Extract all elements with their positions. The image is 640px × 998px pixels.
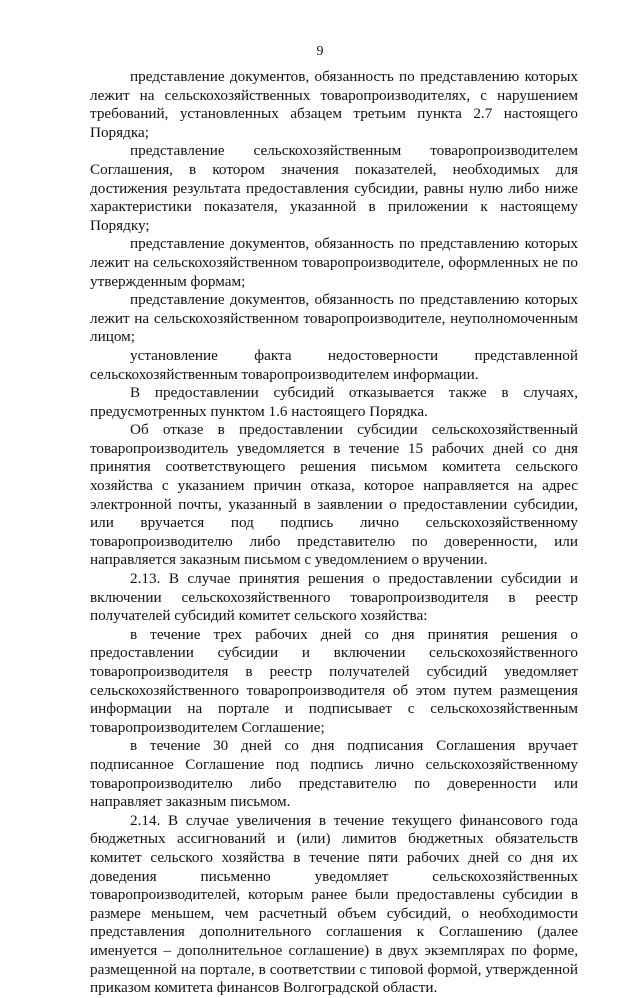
paragraph-5: установление факта недостоверности представленной сельскохозяйственным товаропроизводителем информации.	[90, 346, 578, 383]
paragraph-2: представление сельскохозяйственным товаропроизводителем Соглашения, в котором значения показателей, необходимых для достижения результата предоставления субсидии, равны нулю либо ниже характеристики показателя, указанной в приложении к настоящему Порядку;	[90, 142, 578, 234]
paragraph-4: представление документов, обязанность по представлению которых лежит на сельскохозяйственном товаропроизводителе, неуполномоченным лицом;	[90, 291, 578, 346]
paragraph-8: 2.13. В случае принятия решения о предоставлении субсидии и включении сельскохозяйственного товаропроизводителя в реестр получателей субсидий комитет сельского хозяйства:	[90, 570, 578, 625]
paragraph-1: представление документов, обязанность по представлению которых лежит на сельскохозяйственных товаропроизводителях, с нарушением требований, установленных абзацем третьим пункта 2.7 настоящего Порядка;	[90, 68, 578, 141]
document-body	[90, 68, 578, 998]
paragraph-7: Об отказе в предоставлении субсидии сельскохозяйственный товаропроизводитель уведомляется в течение 15 рабочих дней со дня принятия соответствующего решения письмом комитета сельского хозяйства с указанием причин отказа, которое направляется на адрес электронной почты, указанный в заявлении о предоставлении субсидии, или вручается под подпись лично сельскохозяйственному товаропроизводителю либо представителю по доверенности, или направляется заказным письмом с уведомлением о вручении.	[90, 421, 578, 569]
paragraph-10: в течение 30 дней со дня подписания Соглашения вручает подписанное Соглашение под подпись лично сельскохозяйственному товаропроизводителю либо представителю по доверенности или направляет заказным письмом.	[90, 737, 578, 811]
page-number: 9	[316, 44, 324, 59]
paragraph-9: в течение трех рабочих дней со дня принятия решения о предоставлении субсидии и включении сельскохозяйственного товаропроизводителя в реестр получателей субсидий уведомляет сельскохозяйственного товаропроизводителя об этом путем размещения информации на портале и подписывает с сельскохозяйственным товаропроизводителем Соглашение;	[90, 625, 578, 736]
paragraph-3: представление документов, обязанность по представлению которых лежит на сельскохозяйственном товаропроизводителе, оформленных не по утвержденным формам;	[90, 235, 578, 290]
paragraph-6: В предоставлении субсидий отказывается также в случаях, предусмотренных пунктом 1.6 настоящего Порядка.	[90, 384, 578, 420]
paragraph-11: 2.14. В случае увеличения в течение текущего финансового года бюджетных ассигнований и (или) лимитов бюджетных обязательств комитет сельского хозяйства в течение пяти рабочих дней со дня их доведения письменно уведомляет сельскохозяйственных товаропроизводителей, которым ранее были предоставлены субсидии в размере меньшем, чем расчетный объем субсидий, о необходимости представления дополнительного соглашения к Соглашению (далее именуется – дополнительное соглашение) в двух экземплярах по форме, размещенной на портале, в соответствии с типовой формой, утвержденной приказом комитета финансов Волгоградской области.	[90, 811, 578, 997]
